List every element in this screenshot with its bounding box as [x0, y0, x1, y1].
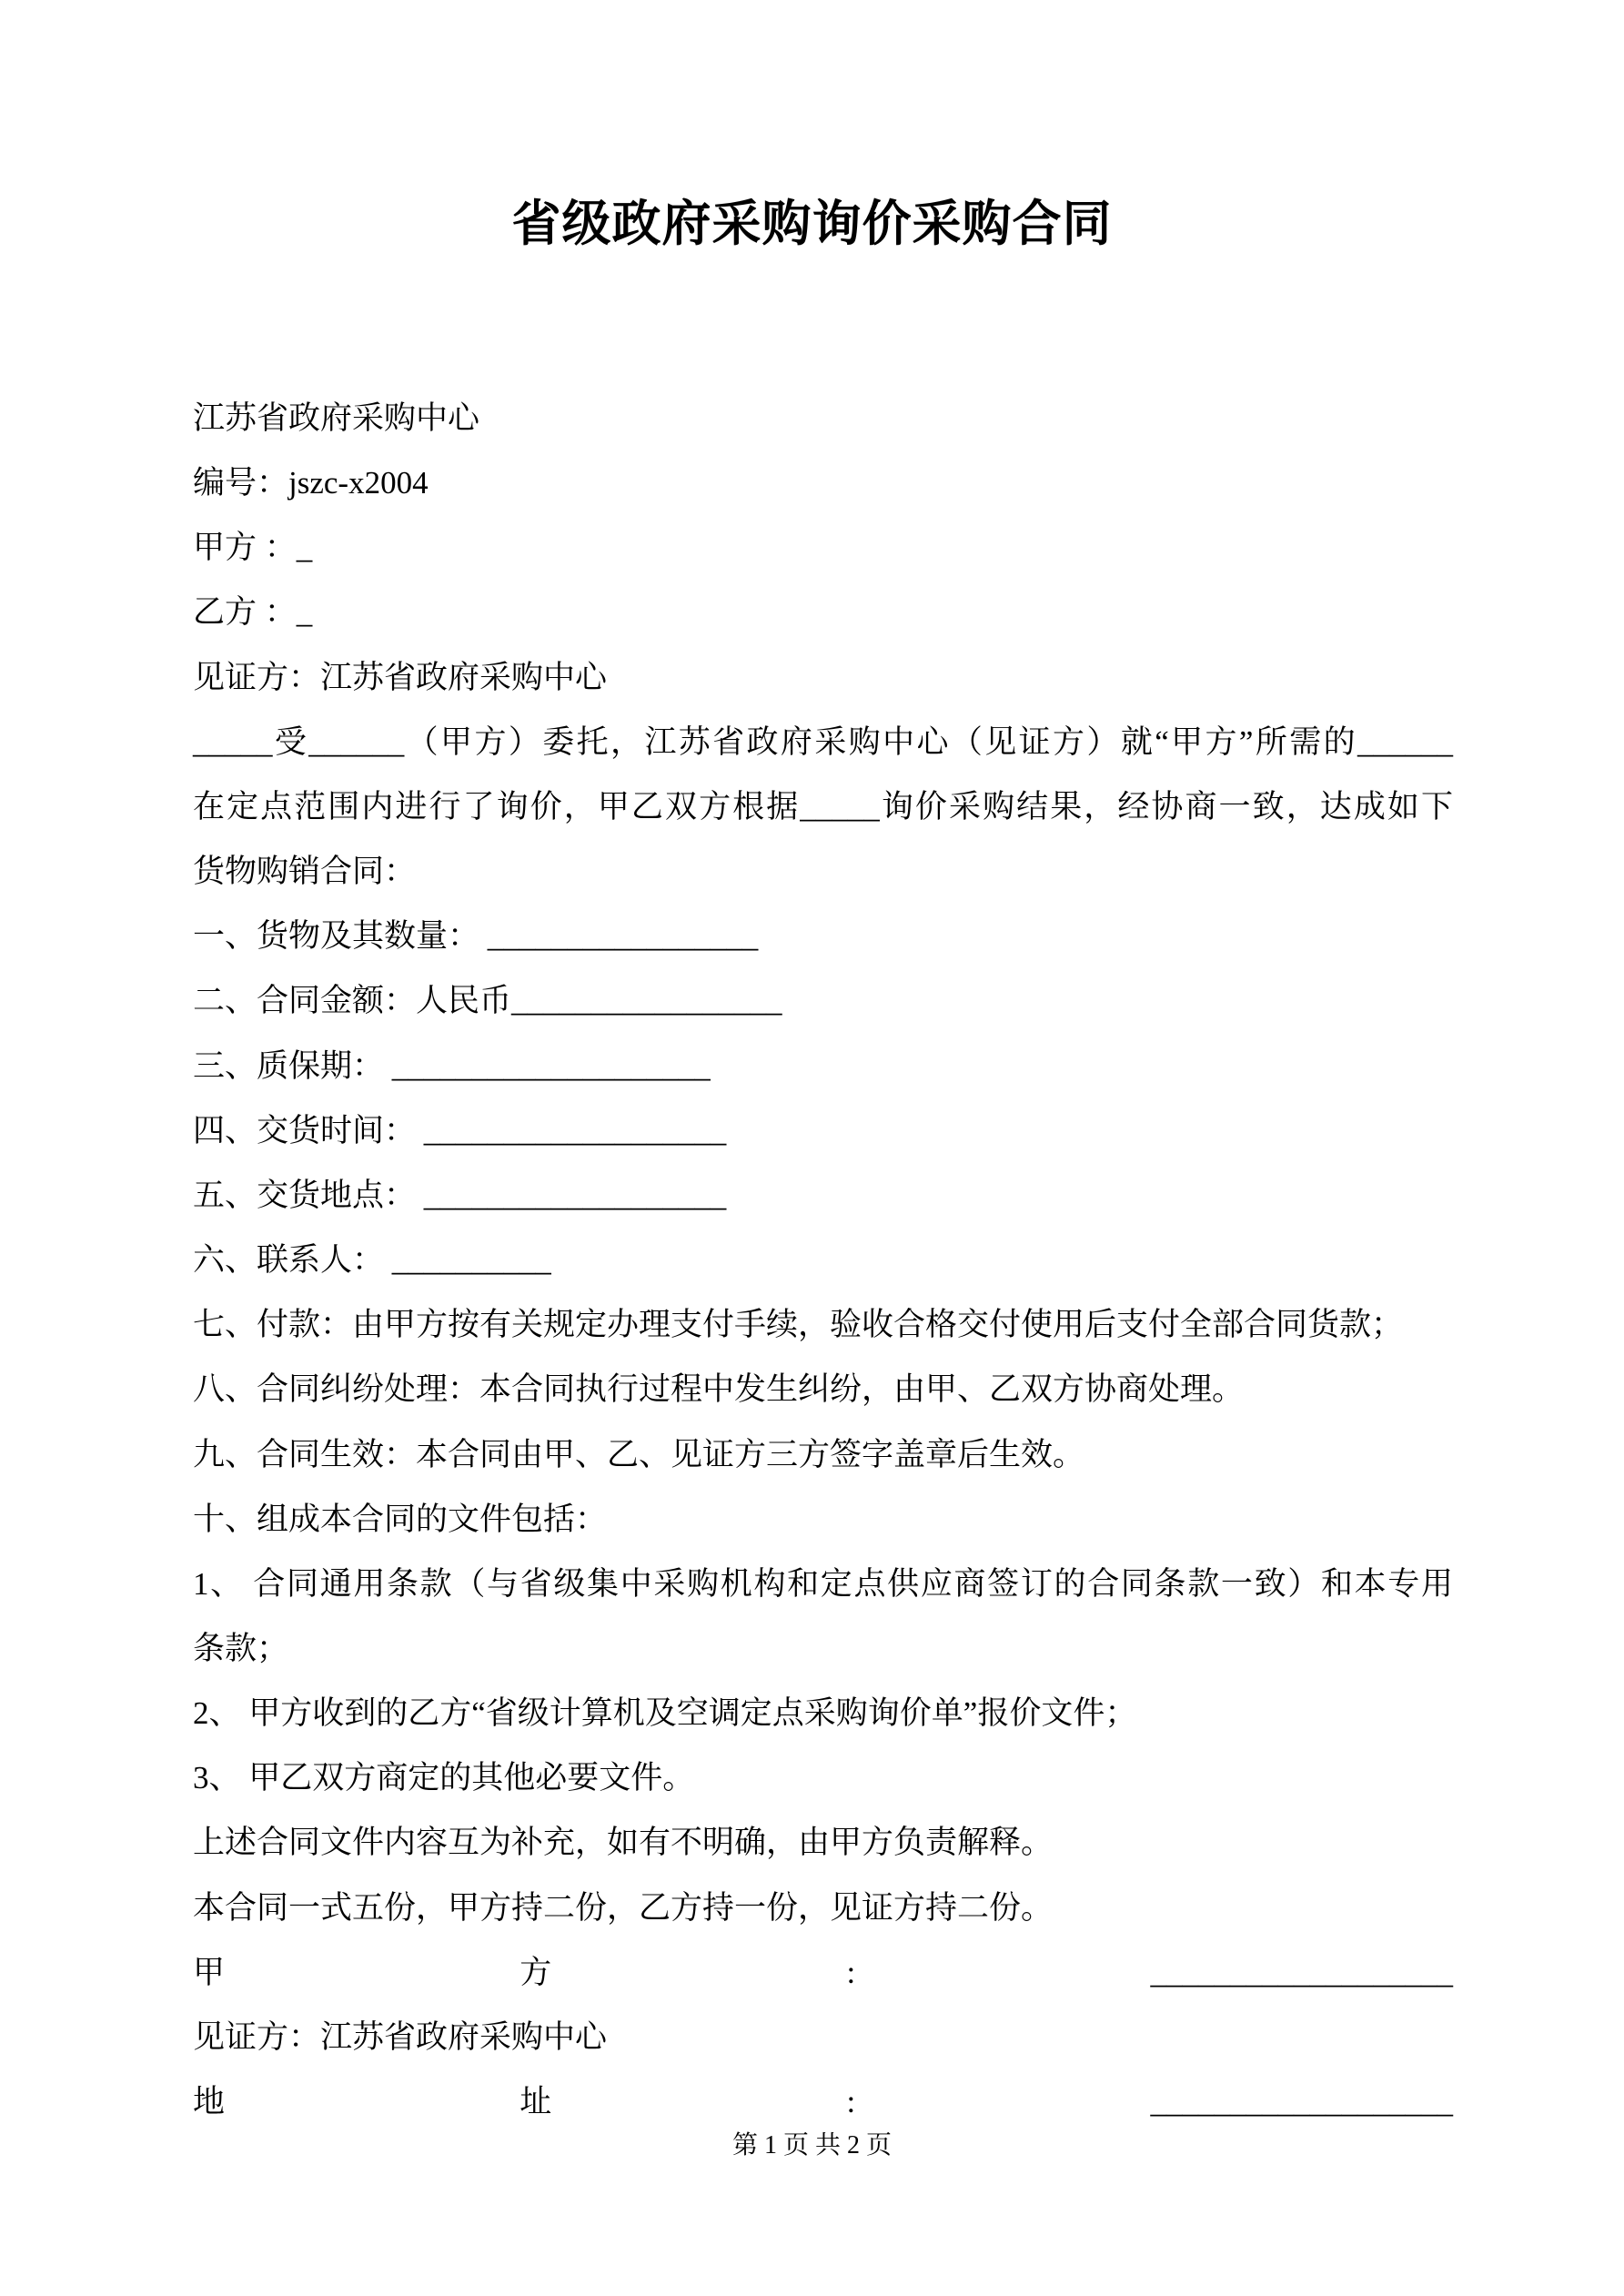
purchasing-center-line: 江苏省政府采购中心 [193, 400, 480, 436]
item-delivery-place: 五、交货地点： ___________________ [193, 1177, 727, 1213]
contract-number-line: 编号：jszc-x2004 [193, 465, 429, 501]
address-label-char-2: 址 [519, 2084, 552, 2120]
item-contract-effectiveness: 九、合同生效：本合同由甲、乙、见证方三方签字盖章后生效。 [193, 1436, 1085, 1472]
party-a-colon: : [846, 1954, 856, 1990]
item-contract-documents: 十、组成本合同的文件包括： [193, 1501, 608, 1537]
address-colon: : [846, 2084, 856, 2120]
subitem-1-line-1: 1、 合同通用条款（与省级集中采购机构和定点供应商签订的合同条款一致）和本专用 [193, 1565, 1453, 1602]
party-a-label-char-1: 甲 [193, 1954, 226, 1990]
page-number-footer: 第 1 页 共 2 页 [731, 2131, 892, 2159]
item-contact-person: 六、联系人： __________ [193, 1242, 551, 1279]
witness-signature-line: 见证方：江苏省政府采购中心 [193, 2018, 608, 2055]
supplementary-interpretation-note: 上述合同文件内容互为补充，如有不明确，由甲方负责解释。 [193, 1825, 1054, 1861]
item-payment: 七、付款：由甲方按有关规定办理支付手续，验收合格交付使用后支付全部合同货款； [193, 1307, 1404, 1343]
item-warranty-period: 三、质保期： ____________________ [193, 1047, 711, 1084]
intro-paragraph-line-1: _____受______（甲方）委托，江苏省政府采购中心（见证方）就“甲方”所需的______ [193, 723, 1453, 760]
party-b-line: 乙方 ：_ [193, 594, 313, 631]
subitem-2-quotation-document: 2、 甲方收到的乙方“省级计算机及空调定点采购询价单”报价文件； [193, 1695, 1137, 1732]
party-a-signature-row [193, 1940, 1453, 2005]
document-title: 省级政府采购询价采购合同 [511, 195, 1113, 252]
intro-paragraph-line-2: 在定点范围内进行了询价，甲乙双方根据_____询价采购结果，经协商一致，达成如下 [193, 788, 1453, 824]
subitem-3-other-documents: 3、 甲乙双方商定的其他必要文件。 [193, 1760, 695, 1796]
contract-copies-note: 本合同一式五份，甲方持二份，乙方持一份，见证方持二份。 [193, 1889, 1054, 1926]
address-label-char-1: 地 [193, 2084, 226, 2120]
address-row [193, 2069, 1453, 2134]
party-a-label-char-2: 方 [519, 1954, 552, 1990]
item-delivery-time: 四、交货时间： ___________________ [193, 1112, 727, 1148]
document-body [193, 386, 1453, 2134]
subitem-1-line-2: 条款； [193, 1630, 289, 1666]
item-dispute-resolution: 八、合同纠纷处理：本合同执行过程中发生纠纷，由甲、乙双方协商处理。 [193, 1371, 1245, 1408]
intro-paragraph-line-3: 货物购销合同： [193, 854, 417, 890]
party-a-line: 甲方 ：_ [193, 530, 313, 566]
witness-party-line: 见证方：江苏省政府采购中心 [193, 659, 608, 695]
address-blank: ___________________ [1150, 2084, 1453, 2120]
item-goods-quantity: 一、货物及其数量： _________________ [193, 918, 759, 955]
item-contract-amount: 二、合同金额：人民币_________________ [193, 983, 782, 1019]
party-a-signature-blank: ___________________ [1150, 1954, 1453, 1990]
